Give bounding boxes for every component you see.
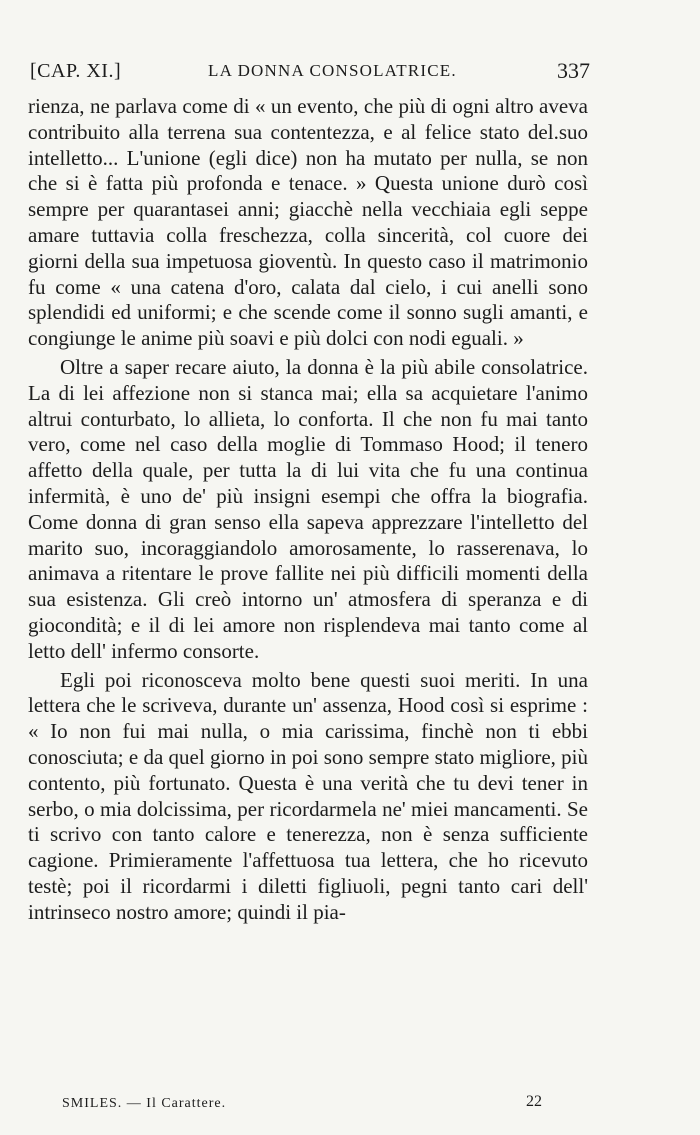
- paragraph: Oltre a saper recare aiuto, la donna è la più abile consolatrice. La di lei affezione non si stanca mai; ella sa acquietare l'animo altrui conturbato, lo allieta, lo conforta. Il che non fu mai tanto vero, come nel caso della moglie di Tommaso Hood; il tenero affetto della quale, per tutta la di lui vita che fu una continua infermità, è uno de' più insigni esempi che offra la biografia. Come donna di gran senso ella sapeva apprezzare l'intelletto del marito suo, incoraggiandolo amorosamente, lo rasserenava, lo animava a ritentare le prove fallite nei più difficili momenti della sua esistenza. Gli creò intorno un' atmosfera di speranza e di giocondità; e il di lei amore non risplendeva mai tanto come al letto dell' infermo consorte.: [28, 354, 588, 663]
- page-number: 337: [557, 58, 590, 83]
- paragraph: Egli poi riconosceva molto bene questi suoi meriti. In una lettera che le scriveva, durante un' assenza, Hood così si esprime : « Io non fui mai nulla, o mia carissima, finchè non ti ebbi conosciuta; e da quel giorno in poi sono sempre stato migliore, più contento, più fortunato. Questa è una verità che tu devi tener in serbo, o mia dolcissima, per ricordarmela ne' miei mancamenti. Se ti scrivo con tanto calore e tenerezza, non è senza sufficiente cagione. Primieramente l'affettuosa tua lettera, che ho ricevuto testè; poi il ricordarmi i diletti figliuoli, pegni tanto cari dell' intrinseco nostro amore; quindi il pia-: [28, 667, 588, 924]
- footer-signature: SMILES. — Il Carattere.: [62, 1096, 227, 1111]
- sheet-number: 22: [526, 1093, 542, 1110]
- chapter-label: [CAP. XI.]: [30, 60, 122, 82]
- paragraph-continuation: rienza, ne parlava come di « un evento, che più di ogni altro aveva contribuito alla terrena sua contentezza, e al felice stato del.suo intelletto... L'unione (egli dice) non ha mutato per nulla, se non che si è fatta più profonda e tenace. » Questa unione durò così sempre per quarantasei anni; giacchè nella vecchiaia egli seppe amare tuttavia colla freschezza, colla sincerità, col cuore dei giorni della sua impetuosa gioventù. In questo caso il matrimonio fu come « una catena d'oro, calata dal cielo, i cui anelli sono splendidi ed uniformi; e che scende come il sonno sugli amanti, e congiunge le anime più soavi e più dolci con nodi eguali. »: [28, 94, 588, 351]
- page-footer: [62, 1093, 542, 1116]
- running-head: [30, 60, 590, 90]
- body-text: [28, 94, 588, 926]
- running-title: LA DONNA CONSOLATRICE.: [208, 61, 457, 80]
